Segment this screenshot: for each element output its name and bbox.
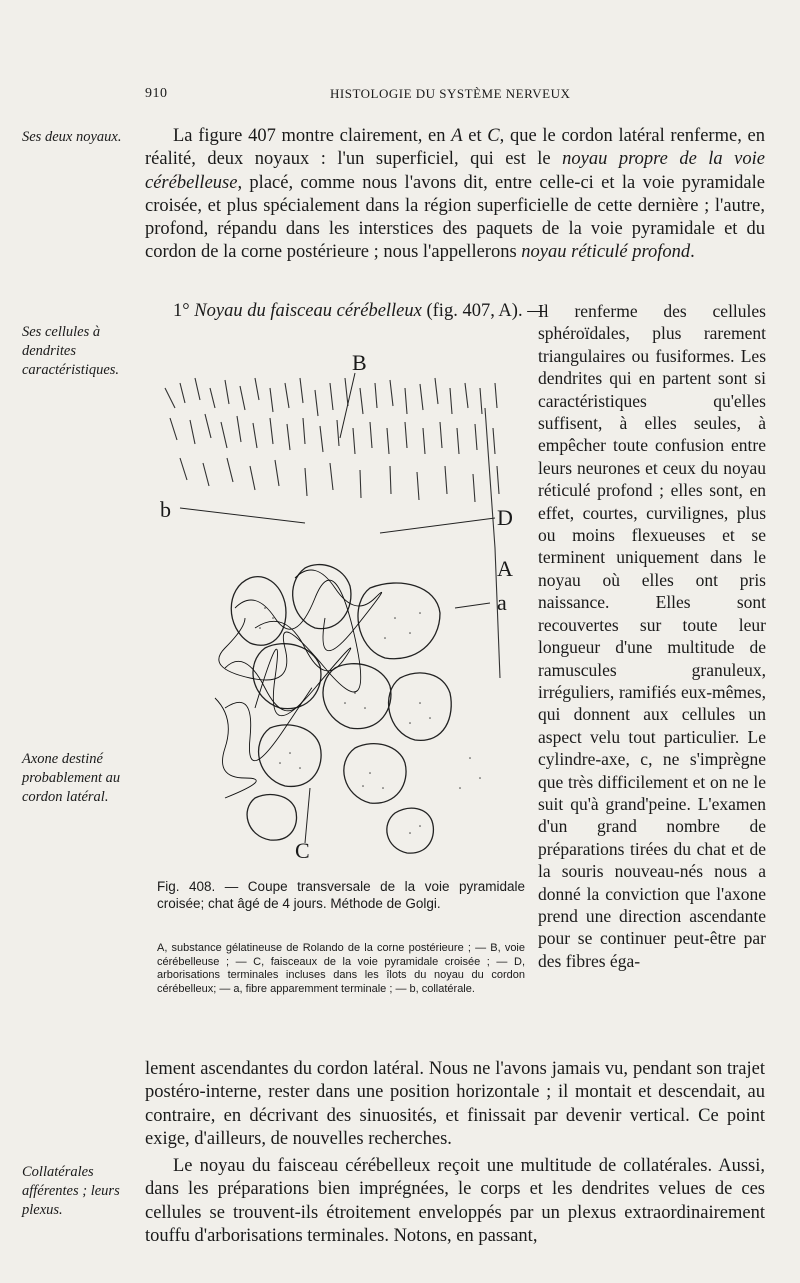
figure-legend: A, substance gélatineuse de Rolando de la corne postérieure ; — B, voie cérébelleuse ; — C, faisceaux de la voie pyramidale croisée ; — D, arborisations terminales incluses dans les îlots du noyau du cordon cérébelleux; — a, fibre apparemment terminale ; — b, collatérale.: [157, 942, 525, 995]
figure-label-B: B: [352, 350, 367, 375]
figure-label-A: A: [497, 556, 513, 581]
paragraph-3: Le noyau du faisceau cérébelleux reçoit une multitude de collatérales. Aussi, dans les préparations bien imprégnées, le corps et les dendrites velues de ces cellules se trouvent-ils étroitement enveloppés par un plexus extraordinairement touffu d'arborisations terminales. Notons, en passant,: [145, 1156, 765, 1246]
paragraph-1: La figure 407 montre clairement, en A et C, que le cordon latéral renferme, en réalité, deux noyaux : l'un superficiel, qui est le noyau propre de la voie cérébelleuse, placé, comme nous l'avons dit, entre celle-ci et la voie pyramidale croisée, et plus spécialement dans la région superficielle de cette dernière ; l'autre, profond, répandu dans les interstices des paquets de la voie pyramidale et du cordon de la corne postérieure ; nous l'appellerons noyau réticulé profond.: [145, 126, 765, 263]
page-number: 910: [145, 86, 168, 101]
margin-note-axone: Axone destiné probablement au cordon latéral.: [22, 751, 121, 805]
running-title: HISTOLOGIE DU SYSTÈME NERVEUX: [330, 86, 571, 101]
stipple-dots: [259, 607, 481, 834]
figure-label-C: C: [295, 838, 310, 863]
figure-caption: Fig. 408. — Coupe transversale de la voie pyramidale croisée; chat âgé de 4 jours. Méthode de Golgi.: [157, 879, 525, 911]
figure-label-b: b: [160, 497, 171, 522]
fiber-strokes: [165, 378, 500, 678]
paragraph-2-continued: lement ascendantes du cordon latéral. Nous ne l'avons jamais vu, pendant son trajet postéro-interne, rester dans une position horizontale ; il montait et descendait, au contraire, en décrivant des sinuosités, et finissait par devenir vertical. Ce point exige, d'ailleurs, de nouvelles recherches.: [145, 1059, 765, 1149]
margin-note-cellules: Ses cellules à dendrites caractéristiques.: [22, 324, 120, 378]
figure-label-a: a: [497, 590, 507, 615]
paragraph-2-lead: 1° Noyau du faisceau cérébelleux (fig. 407, A). —: [173, 301, 546, 321]
paragraph-2-column: Il renferme des cellules sphéroïdales, plus rarement triangulaires ou fusiformes. Les dendrites qui en partent sont si caractéristiques qu'elles suffisent, à elles seules, à empêcher toute confusion entre leurs neurones et ceux du noyau réticulé profond ; elles sont, en effet, courtes, curvilignes, plus ou moins flexueuses et se terminent uniquement dans le noyau où elles ont pris naissance. Elles sont recouvertes sur toute leur longueur d'une multitude de ramuscules granuleux, irréguliers, ramifiés eux-mêmes, qui donnent aux cellules un aspect velu tout particulier. Le cylindre-axe, c, ne s'imprègne que très difficilement et on ne le suit qu'à grand'peine. L'examen d'un grand nombre de préparations tirées du chat et de la souris nouveau-nés nous a donné la conviction que l'axone prend une direction ascendante pour se continuer peut-être par des fibres éga-: [538, 301, 766, 971]
margin-note-noyaux: Ses deux noyaux.: [22, 129, 122, 145]
margin-note-collaterales: Collatérales afférentes ; leurs plexus.: [22, 1164, 120, 1218]
plexus-arborisation: [215, 570, 382, 798]
figure-408-illustration: [155, 348, 525, 868]
figure-label-D: D: [497, 505, 513, 530]
